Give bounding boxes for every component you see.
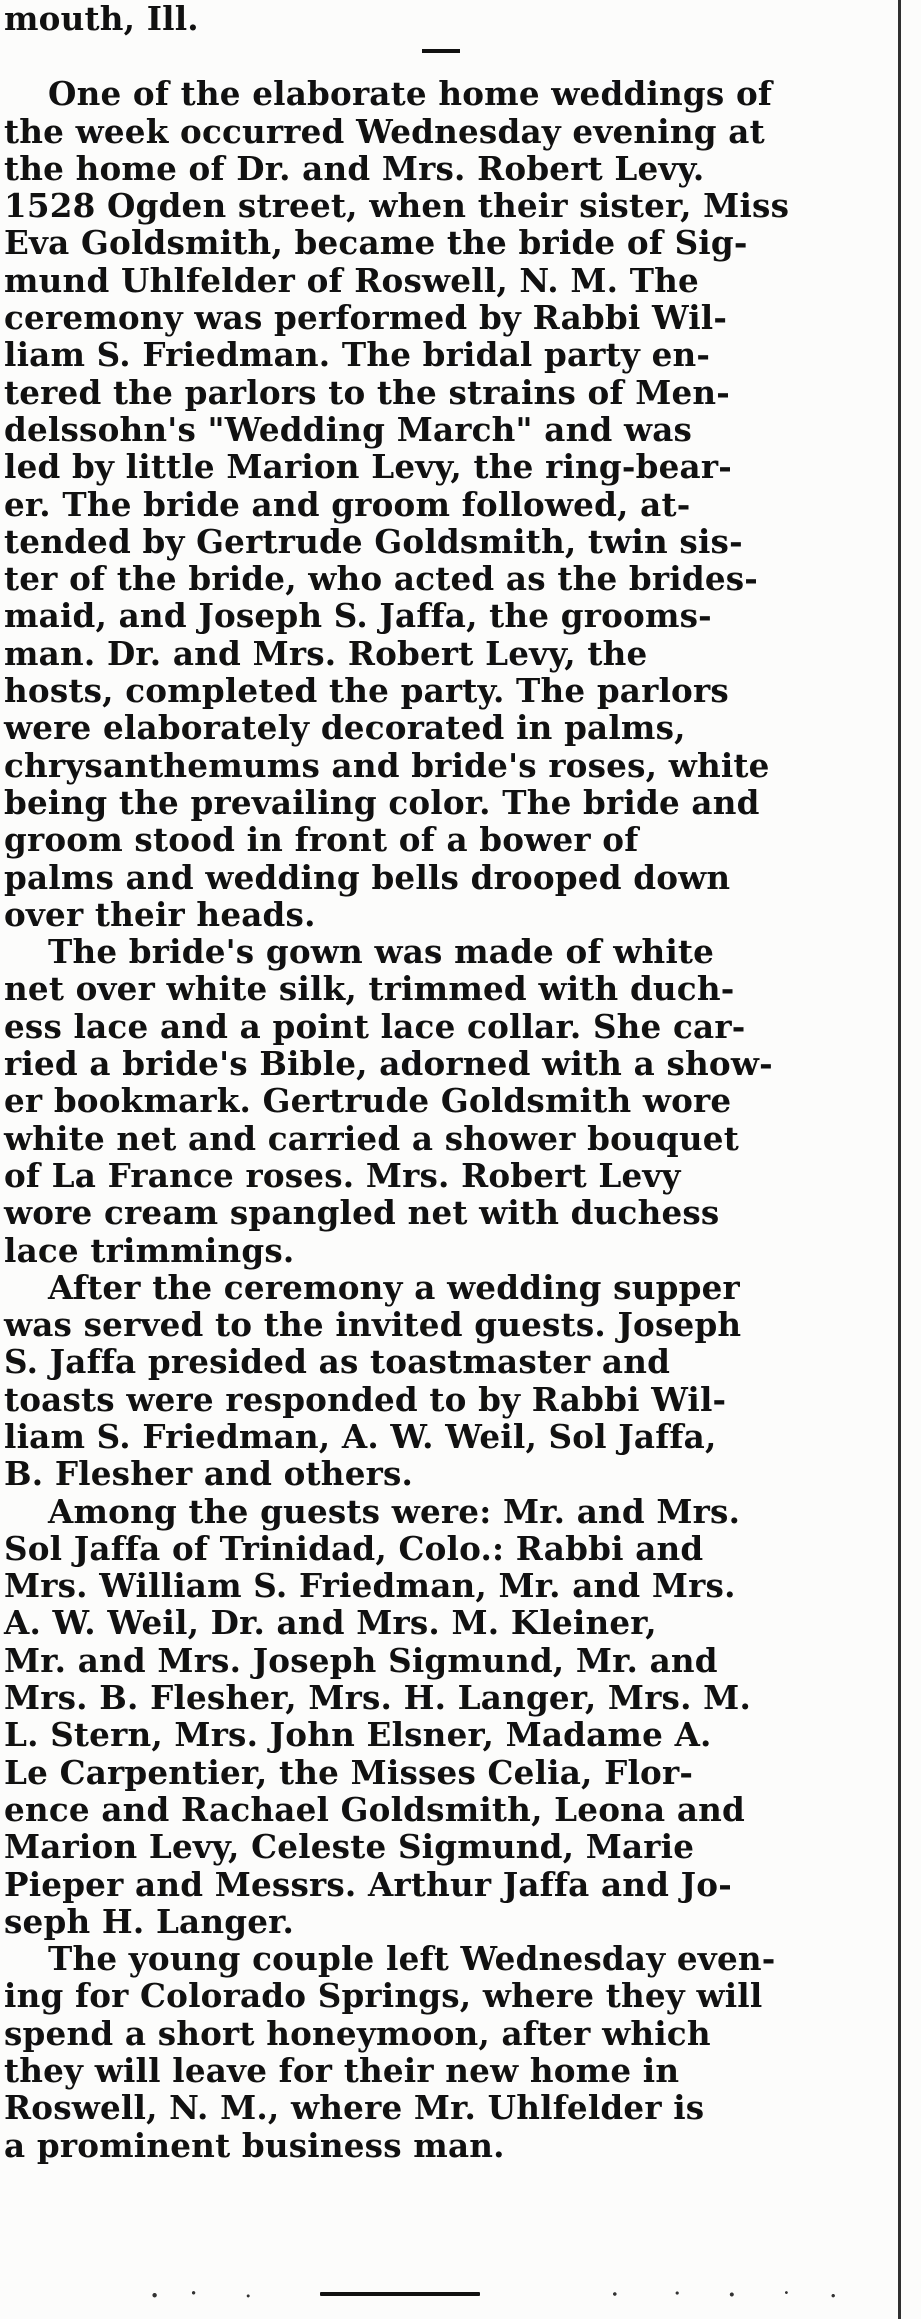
article-column bbox=[4, 0, 876, 2319]
paragraph-wedding-supper: After the ceremony a wedding supper was served to the invited guests. Joseph S. Jaffa presided as toastmaster and toasts were responded to by Rabbi Wil- liam S. Friedman, A. W. Weil, Sol Jaffa, B. Flesher and others. bbox=[4, 1267, 742, 1494]
paragraph-wedding-ceremony: One of the elaborate home weddings of the week occurred Wednesday evening at the home of Dr. and Mrs. Robert Levy. 1528 Ogden street, when their sister, Miss Eva Goldsmith, became the bride of Sig- mund Uhlfelder of Roswell, N. M. The ceremony was performed by Rabbi Wil- liam S. Friedman. The bridal party en- tered the parlors to the strains of Men- delssohn's "Wedding March" and was led by little Marion Levy, the ring-bear- er. The bride and groom followed, at- tended by Gertrude Goldsmith, twin sis- ter of the bride, who acted as the brides- maid, and Joseph S. Jaffa, the grooms- man. Dr. and Mrs. Robert Levy, the hosts, completed the party. The parlors were elaborately decorated in palms, chrysanthemums and bride's roses, white being the prevailing color. The bride and groom stood in front of a bower of palms and wedding bells drooped down over their heads. bbox=[4, 74, 790, 934]
end-divider bbox=[320, 2292, 480, 2296]
column-rule bbox=[898, 0, 901, 2319]
paragraph-guest-list: Among the guests were: Mr. and Mrs. Sol Jaffa of Trinidad, Colo.: Rabbi and Mrs. William S. Friedman, Mr. and Mrs. A. W. Weil, Dr. and Mrs. M. Kleiner, Mr. and Mrs. Joseph Sigmund, Mr. and Mrs. B. Flesher, Mrs. H. Langer, Mrs. M. L. Stern, Mrs. John Elsner, Madame A. Le Carpentier, the Misses Celia, Flor- ence and Rachael Goldsmith, Leona and Marion Levy, Celeste Sigmund, Marie Pieper and Messrs. Arthur Jaffa and Jo- seph H. Langer. bbox=[4, 1491, 751, 1941]
print-speckles bbox=[100, 2282, 880, 2306]
section-divider bbox=[422, 49, 460, 53]
paragraph-honeymoon: The young couple left Wednesday even- ing for Colorado Springs, where they will spend a short honeymoon, after which they will leave for their new home in Roswell, N. M., where Mr. Uhlfelder is a prominent business man. bbox=[4, 1939, 776, 2165]
paragraph-bride-gown: The bride's gown was made of white net over white silk, trimmed with duch- ess lace and a point lace collar. She car- ried a bride's Bible, adorned with a show- er bookmark. Gertrude Goldsmith wore white net and carried a shower bouquet of La France roses. Mrs. Robert Levy wore cream spangled net with duchess lace trimmings. bbox=[4, 932, 773, 1270]
lead-fragment: mouth, Ill. bbox=[4, 0, 199, 38]
